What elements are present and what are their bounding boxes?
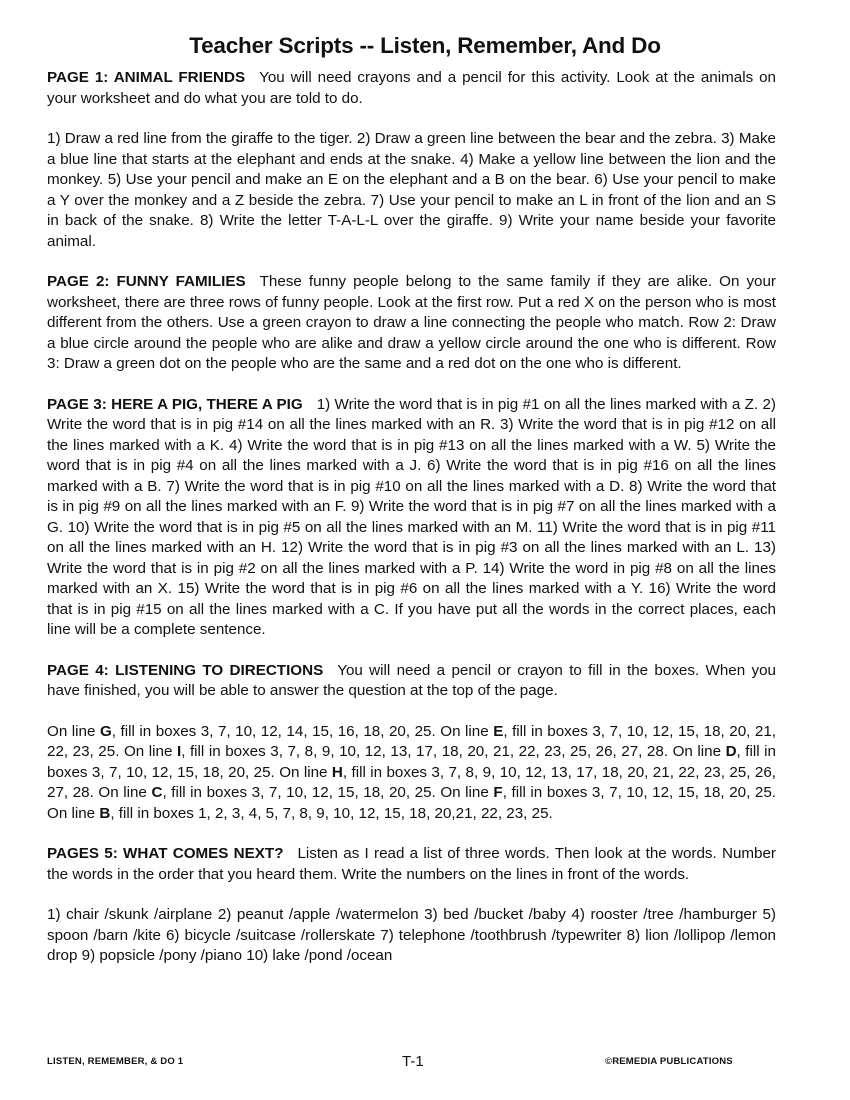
line-letter: D [725, 743, 737, 760]
line-instruction-prefix: On line [123, 743, 177, 760]
line-instruction-prefix: On line [279, 763, 332, 781]
page4-intro-text: You will need a pencil or crayon to fill in the boxes. When you have finished, you will be able to answer the question at the top of the page. [47, 661, 776, 699]
page5-intro-paragraph [47, 844, 776, 885]
page3-heading: PAGE 3: HERE A PIG, THERE A PIG [47, 395, 303, 413]
page-title: Teacher Scripts -- Listen, Remember, And Do [189, 33, 661, 58]
page1-intro-paragraph [47, 68, 776, 109]
page2-heading: PAGE 2: FUNNY FAMILIES [47, 273, 246, 290]
line-instruction-prefix: On line [672, 743, 726, 760]
line-instruction-boxes: , fill in boxes 3, 7, 10, 12, 14, 15, 16, 18, 20, 25. [111, 722, 441, 740]
line-letter: C [151, 784, 163, 801]
page5-word-list: 1) chair /skunk /airplane 2) peanut /apple /watermelon 3) bed /bucket /baby 4) rooster /tree /hamburger 5) spoon /barn /kite 6) bicycle /suitcase /rollerskate 7) telephone /toothbrush /typewriter 8) lion /lollipop /lemon drop 9) popsicle /pony /piano 10) lake /pond /ocean [47, 906, 776, 964]
line-instruction-prefix: On line [440, 784, 494, 801]
page2-text: These funny people belong to the same family if they are alike. On your worksheet, there are three rows of funny people. Look at the first row. Put a red X on the person who is most different from the others. Use a green crayon to draw a line connecting the people who match. Row 2: Draw a blue circle around the people who are alike and draw a yellow circle around the one who is different. Row 3: Draw a green dot on the people who are the same and a red dot on the one who is different. [47, 273, 776, 372]
line-letter: G [99, 722, 112, 740]
page4-heading: PAGE 4: LISTENING TO DIRECTIONS [47, 661, 324, 679]
line-instruction-prefix: On line [47, 804, 100, 822]
line-instruction-prefix: On line [98, 784, 152, 801]
page5-intro-text: Listen as I read a list of three words. Then look at the words. Number the words in the order that you heard them. Write the numbers on the lines in front of the words. [47, 845, 776, 883]
line-instruction-boxes: , fill in boxes 3, 7, 8, 9, 10, 12, 13, 17, 18, 20, 21, 22, 23, 25, 26, 27, 28. [47, 763, 776, 801]
line-letter: I [176, 743, 182, 760]
footer-publisher: ©REMEDIA PUBLICATIONS [605, 1056, 733, 1067]
line-instruction-prefix: On line [47, 722, 100, 740]
page4-intro-paragraph [47, 661, 776, 702]
line-instruction-boxes: , fill in boxes 3, 7, 10, 12, 15, 18, 20, 25. [47, 743, 776, 781]
line-letter: E [493, 722, 504, 740]
page3-text: 1) Write the word that is in pig #1 on all the lines marked with a Z. 2) Write the word that is in pig #14 on all the lines marked with an R. 3) Write the word that is in pig #12 on all the lines marked with a K. 4) Write the word that is in pig #13 on all the lines marked with a W. 5) Write the word that is in pig #4 on all the lines marked with a J. 6) Write the word that is in pig #16 on all the lines marked with a B. 7) Write the word that is in pig #10 on all the lines marked with a D. 8) Write the word that is in pig #9 on all the lines marked with an F. 9) Write the word that is in pig #7 on all the lines marked with a G. 10) Write the word that is in pig #5 on all the lines marked with an M. 11) Write the word that is in pig #11 on all the lines marked with an H. 12) Write the word that is in pig #3 on all the lines marked with an L. 13) Write the word that is in pig #2 on all the lines marked with a P. 14) Write the word in pig #8 on all the lines marked with an X. 15) Write the word that is in pig #6 on all the lines marked with a Y. 16) Write the word that is in pig #15 on all the lines marked with a C. If you have put all the words in the correct places, each line will be a complete sentence. [47, 395, 776, 638]
line-instruction-prefix: On line [440, 722, 494, 740]
line-letter: H [331, 763, 343, 781]
script-content [47, 68, 776, 967]
line-instruction-boxes: , fill in boxes 1, 2, 3, 4, 5, 7, 8, 9, 10, 12, 15, 18, 20,21, 22, 23, 25. [110, 804, 553, 822]
line-instruction-boxes: , fill in boxes 3, 7, 10, 12, 15, 18, 20, 25. [502, 784, 777, 801]
page2-paragraph [47, 272, 776, 375]
line-instruction-boxes: , fill in boxes 3, 7, 10, 12, 15, 18, 20, 25. [162, 784, 441, 801]
line-letter: B [99, 804, 111, 822]
line-letter: F [493, 784, 503, 801]
line-instruction-boxes: , fill in boxes 3, 7, 8, 9, 10, 12, 13, 17, 18, 20, 21, 22, 23, 25, 26, 27, 28. [181, 743, 673, 760]
line-instruction-boxes: , fill in boxes 3, 7, 10, 12, 15, 18, 20, 21, 22, 23, 25. [47, 722, 777, 760]
page1-heading: PAGE 1: ANIMAL FRIENDS [47, 69, 246, 86]
page1-instructions: 1) Draw a red line from the giraffe to the tiger. 2) Draw a green line between the bear and the zebra. 3) Make a blue line that starts at the elephant and ends at the snake. 4) Make a yellow line between the lion and the monkey. 5) Use your pencil and make an E on the elephant and a B on the bear. 6) Use your pencil to make a Y over the monkey and a Z beside the zebra. 7) Use your pencil to make an L in front of the lion and an S in back of the snake. 8) Write the letter T-A-L-L over the giraffe. 9) Write your name beside your favorite animal. [47, 130, 776, 250]
page3-paragraph [47, 395, 776, 641]
footer-book-title: LISTEN, REMEMBER, & DO 1 [47, 1056, 184, 1067]
page1-intro-text: You will need crayons and a pencil for this activity. Look at the animals on your worksheet and do what you are told to do. [47, 69, 777, 107]
footer-page-number: T-1 [402, 1053, 424, 1070]
page5-heading: PAGES 5: WHAT COMES NEXT? [47, 845, 284, 862]
page4-box-instructions [47, 722, 776, 825]
